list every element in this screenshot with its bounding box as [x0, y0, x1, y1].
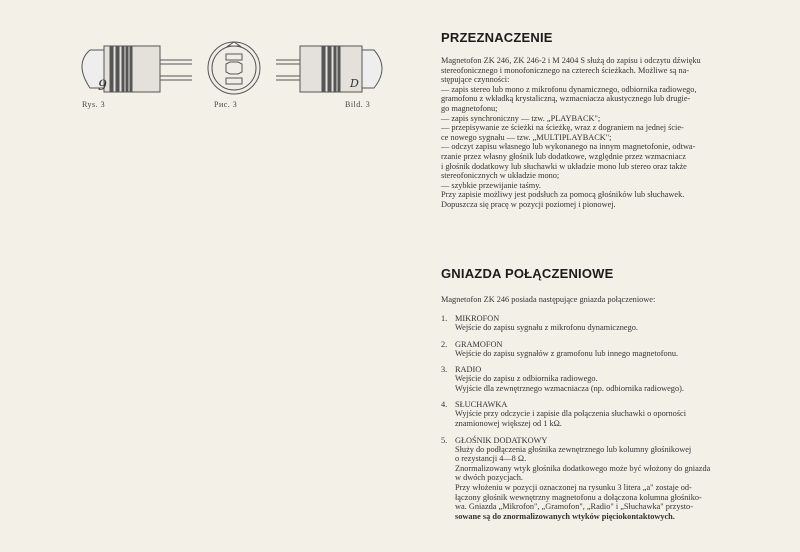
connector-list — [441, 314, 781, 521]
item-description — [441, 409, 781, 428]
section-purpose-body — [441, 56, 781, 210]
item-number: 4. — [441, 400, 448, 410]
section-purpose — [441, 30, 781, 210]
text-line: — zapis stereo lub mono z mikrofonu dynamicznego, odbiornika radiowego, — [441, 84, 697, 94]
text-line: o rezystancji 4—8 Ω. — [455, 454, 527, 464]
item-number: 2. — [441, 339, 448, 349]
text-line: Wejście do zapisu z odbiornika radiowego. — [455, 374, 598, 384]
section-connectors-intro: Magnetofon ZK 246 posiada następujące gniazda połączeniowe: — [441, 295, 656, 304]
text-line: i głośnik dodatkowy lub słuchawki w układzie mono lub stereo oraz także — [441, 161, 687, 171]
plug-diagram — [60, 24, 400, 124]
text-line: — przepisywanie ze ścieżki na ścieżkę, wraz z dograniem na jednej ście- — [441, 123, 684, 133]
text-line: Dopuszcza się pracę w pozycji poziomej i pionowej. — [441, 199, 616, 209]
item-title: GŁOŚNIK DODATKOWY — [455, 435, 548, 445]
item-title: SŁUCHAWKA — [455, 400, 508, 410]
figure-caption-polish: Rys. 3 — [82, 100, 106, 109]
text-line: łączony głośnik wewnętrzny magnetofonu a dołączona kolumna głośniko- — [455, 492, 702, 502]
item-description — [441, 445, 781, 522]
text-line: stereofonicznych w układzie mono; — [441, 171, 560, 181]
connector-item-microphone — [441, 314, 781, 333]
item-title: RADIO — [455, 365, 482, 375]
text-line: Wyjście dla zewnętrznego wzmacniacza (np. odbiornika radiowego). — [455, 383, 684, 393]
text-line: wa. Gniazda „Mikrofon", „Gramofon", „Radio" i „Słuchawka" przysto- — [455, 502, 693, 512]
text-line: rzanie przez własny głośnik lub dodatkowe, względnie przez wzmacniacz — [441, 151, 686, 161]
text-line: — szybkie przewijanie taśmy. — [441, 180, 541, 190]
text-line: Służy do podłączenia głośnika zewnętrznego lub kolumny głośnikowej — [455, 444, 692, 454]
connector-item-extra-speaker — [441, 436, 781, 522]
section-connectors-title: GNIAZDA POŁĄCZENIOWE — [441, 266, 614, 281]
item-title: MIKROFON — [455, 314, 500, 323]
item-description — [441, 323, 781, 333]
socket-face-drawing — [208, 42, 260, 94]
item-description — [441, 349, 781, 359]
text-line: Znormalizowany wtyk głośnika dodatkowego może być włożony do gniazda — [455, 463, 711, 473]
text-line: Wejście do zapisu sygnału z mikrofonu dynamicznego. — [455, 323, 638, 332]
figure-caption-russian: Рис. 3 — [214, 100, 238, 109]
section-connectors — [441, 266, 781, 528]
text-line: go magnetofonu; — [441, 103, 498, 113]
section-purpose-title: PRZEZNACZENIE — [441, 30, 553, 45]
text-line: Magnetofon ZK 246, ZK 246-2 i M 2404 S służą do zapisu i odczytu dźwięku — [441, 56, 701, 65]
text-line: znamionowej większej od 1 kΩ. — [455, 418, 562, 428]
text-line: gramofonu z wkładką krystaliczną, wzmacniacza akustycznego lub drugie- — [441, 94, 691, 104]
text-line: Wyjście przy odczycie i zapisie dla połączenia słuchawki o oporności — [455, 409, 687, 419]
item-description — [441, 374, 781, 393]
text-line: — zapis synchroniczny — tzw. „PLAYBACK"; — [441, 113, 601, 123]
connector-figure — [60, 24, 400, 124]
text-line: stępujące czynności: — [441, 75, 510, 85]
text-line: Przy włożeniu w pozycji oznaczonej na rysunku 3 litera „a" zostaje od- — [455, 482, 692, 492]
text-line: ce nowego sygnału — tzw. „MULTIPLAYBACK"; — [441, 132, 612, 142]
text-line: w dwóch pozycjach. — [455, 473, 523, 483]
text-line: Przy zapisie możliwy jest podsłuch za pomocą głośników lub słuchawek. — [441, 190, 685, 200]
figure-caption-german: Bild. 3 — [345, 100, 371, 109]
text-line: — odczyt zapisu własnego lub wykonanego na innym magnetofonie, odtwa- — [441, 142, 696, 152]
text-line: Wejście do zapisu sygnałów z gramofonu lub innego magnetofonu. — [455, 348, 679, 358]
handwritten-mark-9: 9 — [98, 78, 107, 94]
text-line: stereofonicznego i monofonicznego na czterech ścieżkach. Możliwe są na- — [441, 65, 690, 75]
handwritten-mark-d: D — [350, 77, 359, 90]
item-number: 1. — [441, 314, 448, 323]
item-number: 5. — [441, 435, 448, 445]
connector-item-gramophone — [441, 340, 781, 359]
item-number: 3. — [441, 365, 448, 375]
item-title: GRAMOFON — [455, 339, 503, 349]
right-plug-drawing — [276, 46, 382, 92]
connector-item-radio — [441, 365, 781, 393]
connector-item-headphone — [441, 400, 781, 428]
text-line: sowane są do znormalizowanych wtyków pięciokontaktowych. — [455, 511, 675, 521]
